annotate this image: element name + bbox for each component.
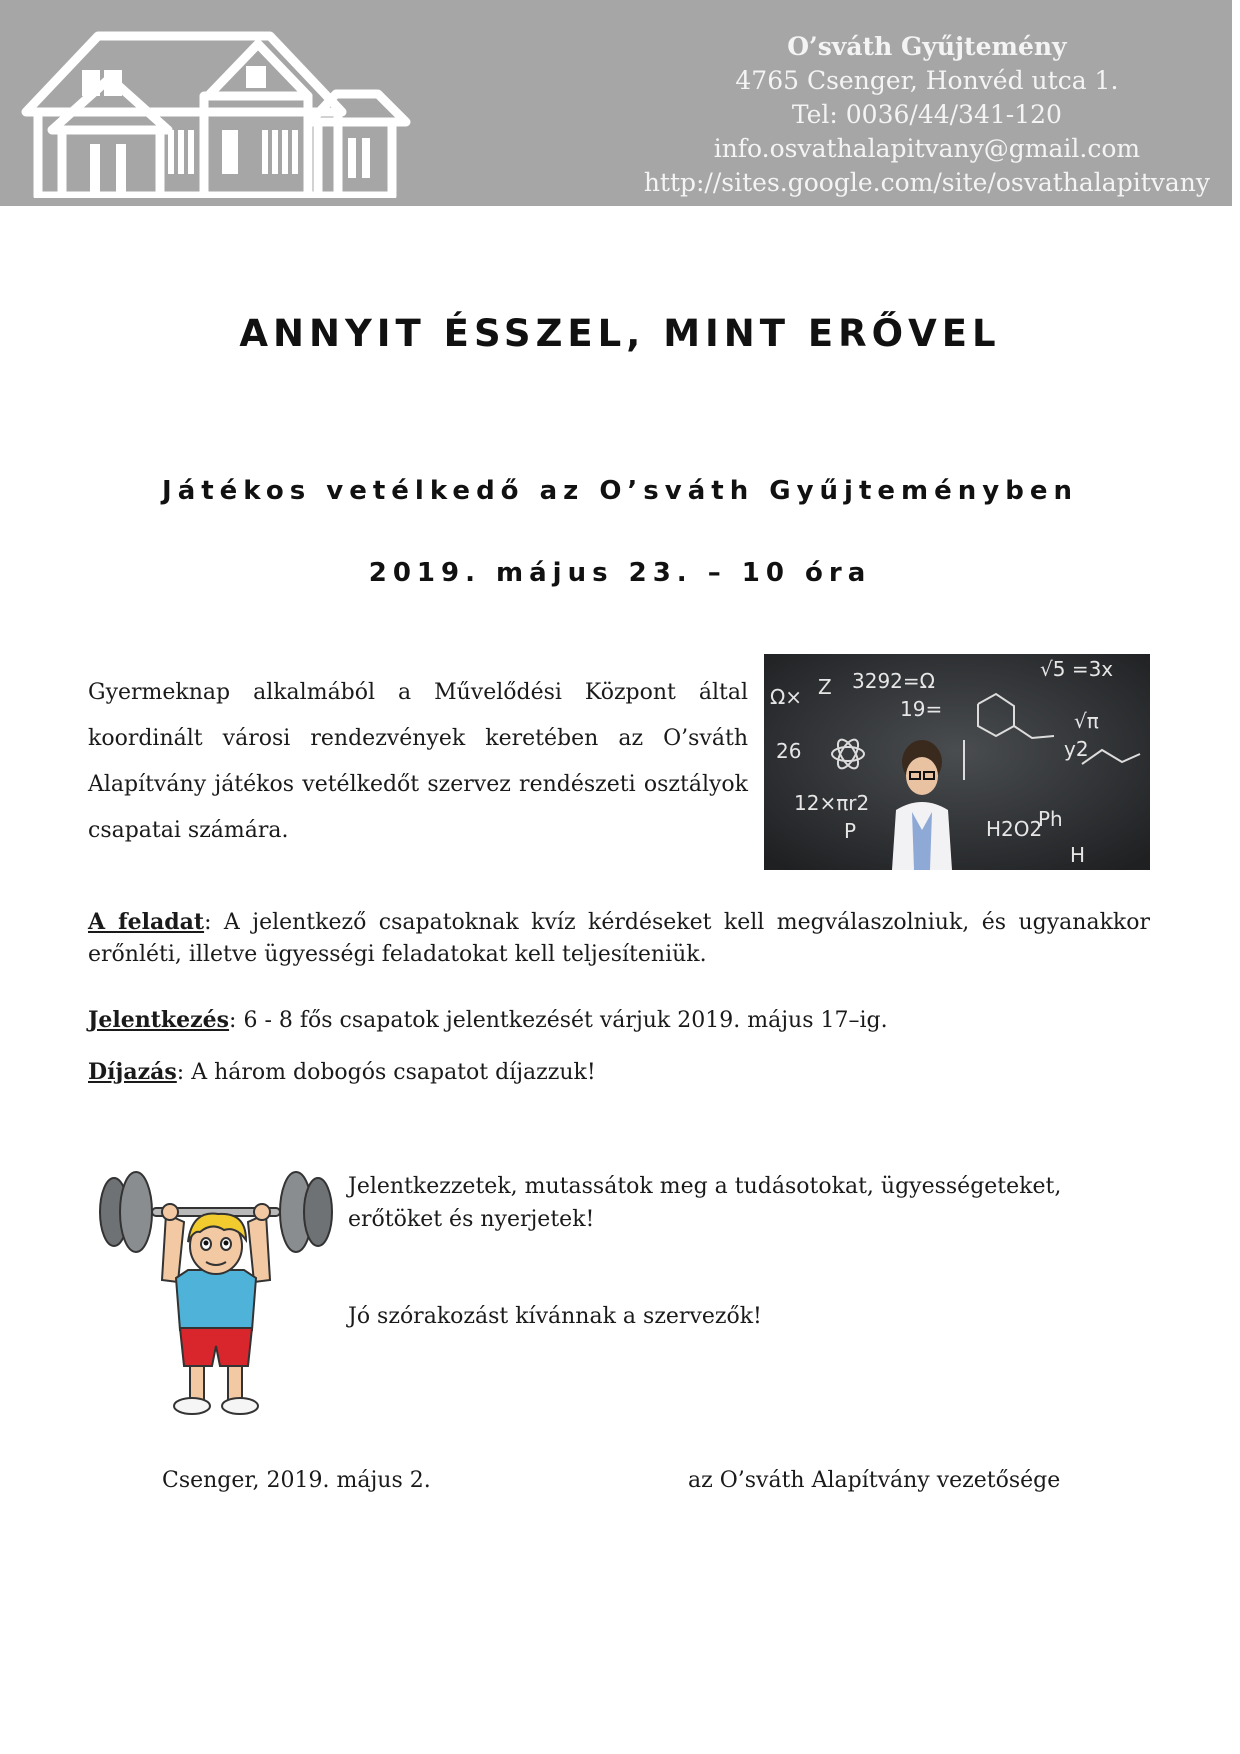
registration-term: Jelentkezés xyxy=(88,1007,230,1033)
place-date: Csenger, 2019. május 2. xyxy=(162,1468,431,1493)
intro-paragraph: Gyermeknap alkalmából a Művelődési Központ által koordinált városi rendezvények keretében az O’sváth Alapítvány játékos vetélkedőt szervez rendészeti osztályok csapatai számára. xyxy=(88,680,748,843)
house-outline-icon xyxy=(18,26,428,198)
org-name: O’sváth Gyűjtemény xyxy=(787,32,1067,61)
formula: H2O2 xyxy=(986,817,1043,841)
formula: 12×πr2 xyxy=(794,791,870,815)
signature: az O’sváth Alapítvány vezetősége xyxy=(688,1468,1061,1493)
letterhead xyxy=(0,0,1232,206)
formula: Ω× xyxy=(770,685,803,709)
formula: Ph xyxy=(1038,807,1063,831)
formula: P xyxy=(844,819,857,843)
formula: √π xyxy=(1074,709,1099,733)
formula: H xyxy=(1070,843,1086,867)
formula: 19= xyxy=(900,697,943,721)
registration-paragraph xyxy=(88,1004,1150,1037)
call-to-action: Jelentkezzetek, mutassátok meg a tudásotokat, ügyességeteket, erőtöket és nyerjetek! xyxy=(348,1174,1062,1232)
phone: Tel: 0036/44/341-120 xyxy=(791,100,1062,129)
task-text: : A jelentkező csapatoknak kvíz kérdéseket kell megválaszolniuk, és ugyanakkor erőnléti, illetve ügyességi feladatokat kell teljesíteniük. xyxy=(88,910,1150,967)
website[interactable]: http://sites.google.com/site/osvathalapitvany xyxy=(643,168,1210,197)
address: 4765 Csenger, Honvéd utca 1. xyxy=(735,66,1119,95)
formula: 26 xyxy=(776,739,802,763)
event-subtitle: Játékos vetélkedő az O’sváth Gyűjteményben xyxy=(162,476,1078,506)
weightlifting-boy-icon xyxy=(96,1170,336,1420)
registration-text: : 6 - 8 fős csapatok jelentkezését várjuk 2019. május 17–ig. xyxy=(229,1008,888,1033)
formula: Z xyxy=(818,675,832,699)
prize-text: : A három dobogós csapatot díjazzuk! xyxy=(176,1060,596,1085)
task-paragraph xyxy=(88,906,1150,971)
formula: 3292=Ω xyxy=(852,669,935,693)
page-title: ANNYIT ÉSSZEL, MINT ERŐVEL xyxy=(239,312,1001,355)
email[interactable]: info.osvathalapitvany@gmail.com xyxy=(713,134,1141,163)
prize-paragraph xyxy=(88,1056,1150,1089)
closing-line: Jó szórakozást kívánnak a szervezők! xyxy=(348,1304,762,1329)
child-scientist-chalkboard-image xyxy=(764,654,1150,870)
contact-block xyxy=(644,30,1210,200)
task-term: A feladat xyxy=(88,909,205,935)
formula: y2 xyxy=(1064,737,1089,761)
prize-term: Díjazás xyxy=(88,1059,177,1085)
formula: √5 =3x xyxy=(1040,657,1114,681)
event-datetime: 2019. május 23. – 10 óra xyxy=(368,558,872,588)
